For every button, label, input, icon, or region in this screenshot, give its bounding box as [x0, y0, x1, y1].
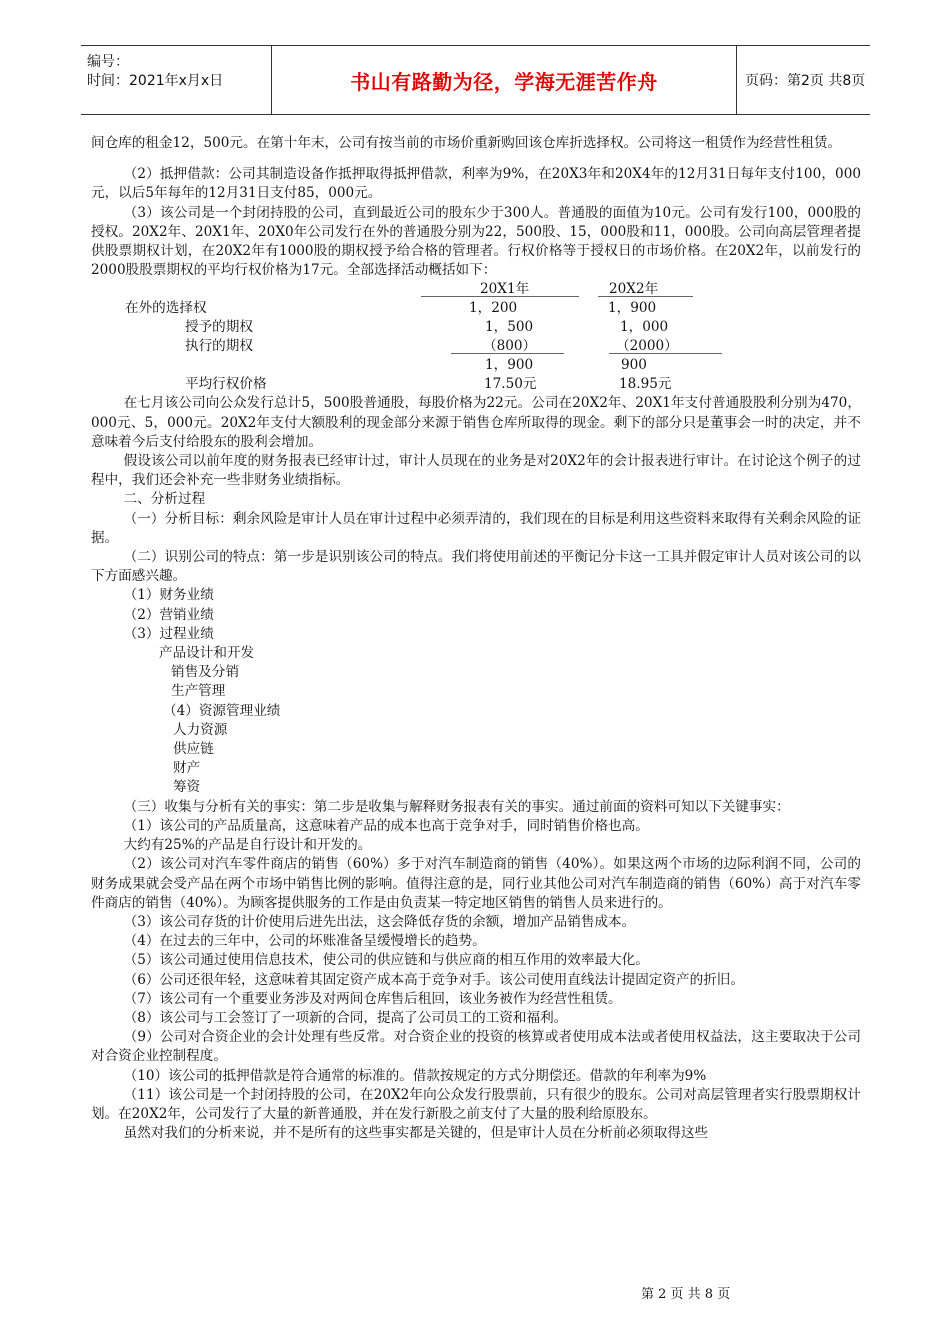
paragraph: 在七月该公司向公众发行总计5，500股普通股，每股价格为22元。公司在20X2年、20X1年支付普通股股利分别为470，000元、5，000元。20X2年支付大额股利的现金部分来源于销售仓库所取得的现金。剩下的部分只是董事会一时的决定，并不意味着今后支付给股东的股利会增加。 — [91, 395, 861, 450]
table-cell: （2000） — [616, 338, 678, 355]
table-row-label: 在外的选择权 — [125, 300, 207, 317]
section-heading: 二、分析过程 — [123, 491, 206, 508]
table-cell: 17.50元 — [484, 376, 537, 393]
list-subitem: 供应链 — [173, 741, 214, 758]
table-row-label: 授予的期权 — [185, 319, 253, 336]
paragraph: 间仓库的租金12，500元。在第十年末，公司有按当前的市场价重新购回该仓库折选择权。公司将这一租赁作为经营性租赁。 — [91, 135, 842, 151]
header-motto-cell — [271, 46, 737, 114]
paragraph: （3）该公司是一个封闭持股的公司，直到最近公司的股东少于300人。普通股的面值为10元。公司有发行100，000股的授权。20X2年、20X1年、20X0年公司发行在外的普通股分别为22，500股、15，000股和11，000股。公司向高层管理者提供股票期权计划，在20X2年有1000股的期权授予给合格的管理者。行权价格等于授权日的市场价格。在20X2年，以前发行的2000股股票期权的平均行权价格为17元。全部选择活动概括如下： — [91, 204, 861, 279]
table-row-label: 执行的期权 — [185, 338, 253, 355]
page-footer — [641, 1283, 730, 1302]
option-activity-table — [91, 280, 861, 394]
paragraph: （2）抵押借款：公司其制造设备作抵押取得抵押借款，利率为9%，在20X3年和20X4年的12月31日每年支付100，000元，以后5年每年的12月31日支付85，000元。 — [91, 166, 861, 202]
header-motto: 书山有路勤为径，学海无涯苦作舟 — [350, 69, 658, 94]
paragraph: 虽然对我们的分析来说，并不是所有的这些事实都是关键的，但是审计人员在分析前必须取得这些 — [123, 1125, 709, 1142]
page-header — [81, 45, 870, 115]
fact-item: （7）该公司有一个重要业务涉及对两间仓库售后租回，该业务被作为经营性租赁。 — [123, 990, 622, 1007]
fact-item: （1）该公司的产品质量高，这意味着产品的成本也高于竞争对手，同时销售价格也高。 — [123, 817, 649, 834]
list-subitem: 财产 — [173, 760, 201, 777]
list-subitem: 产品设计和开发 — [159, 645, 255, 662]
fact-item: （10）该公司的抵押借款是符合通常的标准的。借款按规定的方式分期偿还。借款的年利率为9% — [123, 1067, 707, 1084]
table-cell: 1，200 — [469, 300, 518, 317]
document-body — [91, 134, 861, 1143]
table-cell: 1，900 — [608, 300, 657, 317]
table-cell: （800） — [483, 338, 537, 355]
fact-item: （4）在过去的三年中，公司的坏账准备呈缓慢增长的趋势。 — [123, 933, 486, 950]
table-cell: 900 — [621, 357, 647, 374]
table-cell: 1，900 — [485, 357, 534, 374]
fact-item: （11）该公司是一个封闭持股的公司，在20X2年向公众发行股票前，只有很少的股东。公司对高层管理者实行股票期权计划。在20X2年，公司发行了大量的新普通股，并在发行新股之前支付了大量的股利给原股东。 — [91, 1086, 861, 1122]
paragraph: （三）收集与分析有关的事实：第二步是收集与解释财务报表有关的事实。通过前面的资料可知以下关键事实： — [123, 798, 790, 815]
header-page-number — [735, 46, 870, 114]
paragraph: 假设该公司以前年度的财务报表已经审计过，审计人员现在的业务是对20X2年的会计报表进行审计。在讨论这个例子的过程中，我们还会补充一些非财务业绩指标。 — [91, 453, 861, 489]
list-item: （2）营销业绩 — [123, 606, 214, 623]
header-meta — [81, 46, 271, 114]
document-number-label: 编号： — [87, 54, 129, 70]
table-header-20x1: 20X1年 — [480, 281, 530, 298]
table-row-label: 平均行权价格 — [185, 376, 267, 393]
list-item: （1）财务业绩 — [123, 587, 214, 604]
list-subitem: 人力资源 — [173, 721, 228, 738]
fact-item: 大约有25%的产品是自行设计和开发的。 — [123, 837, 372, 854]
footer-page-number: 第 2 页 共 8 页 — [641, 1287, 731, 1302]
table-cell: 1，000 — [620, 319, 669, 336]
fact-item: （3）该公司存货的计价使用后进先出法，这会降低存货的余额，增加产品销售成本。 — [123, 913, 636, 930]
fact-item: （8）该公司与工会签订了一项新的合同，提高了公司员工的工资和福利。 — [123, 1009, 568, 1026]
list-item: （4）资源管理业绩 — [163, 702, 281, 719]
fact-item: （2）该公司对汽车零件商店的销售（60%）多于对汽车制造商的销售（40%）。如果这两个市场的边际利润不同，公司的财务成果就会受产品在两个市场中销售比例的影响。值得注意的是，同行业其他公司对汽车制造商的销售（60%）高于对汽车零件商店的销售（40%）。为顾客提供服务的工作是由负责某一特定地区销售的销售人员来进行的。 — [91, 856, 861, 911]
fact-item: （9）公司对合资企业的会计处理有些反常。对合资企业的投资的核算或者使用成本法或者使用权益法，这主要取决于公司对合资企业控制程度。 — [91, 1029, 861, 1065]
list-subitem: 筹资 — [173, 779, 201, 796]
fact-item: （6）公司还很年轻，这意味着其固定资产成本高于竞争对手。该公司使用直线法计提固定资产的折旧。 — [123, 971, 744, 988]
list-item: （3）过程业绩 — [123, 625, 214, 642]
table-cell: 18.95元 — [619, 376, 672, 393]
paragraph: （一）分析目标：剩余风险是审计人员在审计过程中必须弄清的，我们现在的目标是利用这些资料来取得有关剩余风险的证据。 — [91, 510, 861, 546]
page-number-label: 页码：第2页 共8页 — [745, 73, 866, 89]
document-date: 时间：2021年x月x日 — [87, 73, 224, 89]
fact-item: （5）该公司通过使用信息技术，使公司的供应链和与供应商的相互作用的效率最大化。 — [123, 952, 649, 969]
paragraph: （二）识别公司的特点：第一步是识别该公司的特点。我们将使用前述的平衡记分卡这一工具并假定审计人员对该公司的以下方面感兴趣。 — [91, 549, 861, 585]
table-cell: 1，500 — [485, 319, 534, 336]
list-subitem: 销售及分销 — [171, 664, 239, 681]
list-subitem: 生产管理 — [171, 683, 226, 700]
table-header-20x2: 20X2年 — [609, 281, 659, 298]
